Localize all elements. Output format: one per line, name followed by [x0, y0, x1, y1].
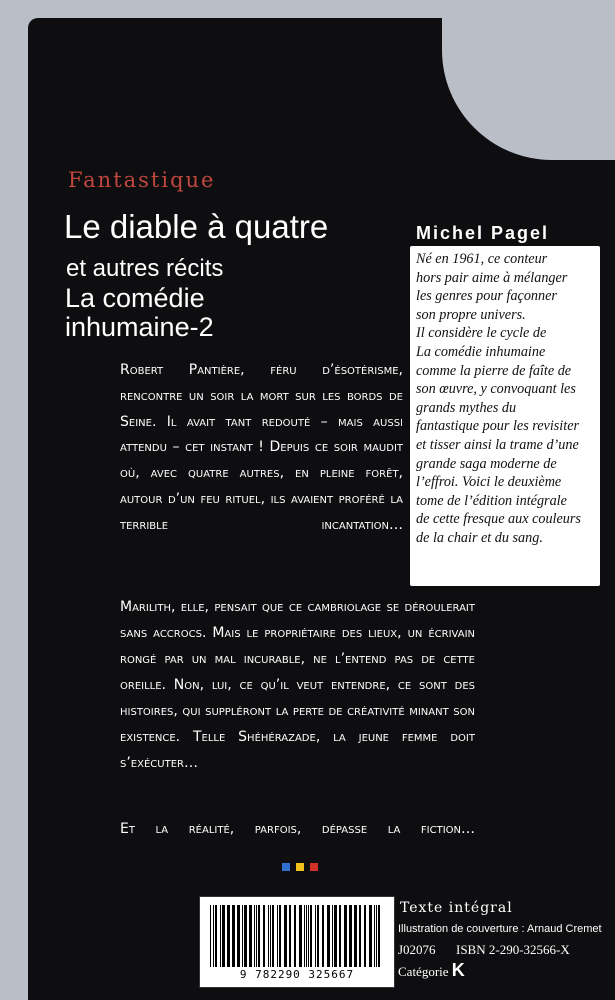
blurb-paragraph-3: Et la réalité, parfois, dépasse la fiction…	[120, 821, 475, 837]
barcode-bar	[227, 905, 230, 967]
barcode-bars	[210, 905, 384, 967]
barcode-bar	[349, 905, 352, 967]
category-label: Catégorie	[398, 964, 449, 979]
barcode-bar	[237, 905, 240, 967]
bio-line: hors pair aime à mélanger	[416, 269, 568, 286]
grey-corner-fill	[442, 0, 615, 40]
author-name: Michel Pagel	[416, 223, 550, 243]
barcode-bar	[222, 905, 225, 967]
barcode-bar	[354, 905, 357, 967]
bio-line: son propre univers.	[416, 306, 526, 323]
barcode-bar	[277, 905, 278, 967]
category	[398, 960, 465, 981]
barcode-bar	[268, 905, 269, 967]
barcode-bar	[254, 905, 255, 967]
barcode-bar	[215, 905, 217, 967]
series-title-line: inhumaine-2	[65, 312, 214, 342]
barcode-bar	[322, 905, 324, 967]
product-code: J02076	[398, 942, 436, 957]
book-title: Le diable à quatre	[64, 208, 329, 245]
barcode-bar	[258, 905, 260, 967]
barcode-bar	[232, 905, 235, 967]
isbn: ISBN 2-290-32566-X	[456, 942, 570, 957]
bio-line: Il considère le cycle de	[416, 325, 547, 342]
bio-line: l’effroi. Voici le deuxième	[416, 474, 562, 491]
barcode-bar	[308, 905, 309, 967]
barcode-bar	[344, 905, 347, 967]
barcode-bar	[279, 905, 281, 967]
book-codes	[398, 942, 608, 958]
color-dot	[310, 863, 318, 871]
barcode-bar	[339, 905, 341, 967]
category-value: K	[451, 960, 465, 980]
bio-line: de la chair et du sang.	[416, 529, 543, 546]
color-dot	[296, 863, 304, 871]
barcode-bar	[376, 905, 377, 967]
book-series-title	[65, 284, 365, 342]
barcode-bar	[263, 905, 265, 967]
blurb-paragraph-1: Robert Pantière, féru d’ésotérisme, rencontre un soir la mort sur les bords de Seine. Il avait tant redouté – mais aussi attendu – cet instant ! Depuis ce soir maudit où, avec quatre autres, en pleine forêt, autour d’un feu rituel, ils avaient proféré la terrible incantation…	[120, 362, 403, 533]
barcode-bar	[369, 905, 372, 967]
barcode-bar	[213, 905, 214, 967]
author-bio	[416, 250, 599, 548]
book-subtitle: et autres récits	[66, 255, 224, 282]
bio-line: La comédie inhumaine	[416, 343, 546, 360]
barcode-bar	[334, 905, 337, 967]
barcode-bar	[364, 905, 366, 967]
barcode-bar	[244, 905, 247, 967]
barcode-digits: 9 782290 325667	[239, 968, 355, 981]
barcode-bar	[270, 905, 271, 967]
barcode-bar	[294, 905, 296, 967]
bio-line: de cette fresque aux couleurs	[416, 511, 581, 528]
edition-label: Texte intégral	[400, 900, 513, 916]
barcode-bar	[359, 905, 361, 967]
color-dots	[282, 858, 324, 876]
barcode-bar	[378, 905, 380, 967]
barcode-bar	[315, 905, 316, 967]
barcode-bar	[289, 905, 291, 967]
bio-line: fantastique pour les revisiter	[416, 418, 580, 435]
bio-line: les genres pour façonner	[416, 288, 557, 305]
bio-line: comme la pierre de faîte de	[416, 362, 572, 379]
series-title-line: La comédie	[65, 283, 205, 313]
bio-line: grands mythes du	[416, 399, 517, 416]
barcode-bar	[272, 905, 274, 967]
bio-line: et tisser ainsi la trame d’une	[416, 436, 579, 453]
barcode-bar	[284, 905, 287, 967]
barcode-bar	[256, 905, 257, 967]
barcode-bar	[310, 905, 312, 967]
barcode-bar	[317, 905, 319, 967]
barcode-bar	[242, 905, 243, 967]
barcode-bar	[299, 905, 302, 967]
barcode-bar	[374, 905, 375, 967]
color-dot	[282, 863, 290, 871]
barcode-bar	[332, 905, 333, 967]
blurb-paragraph-2: Marilith, elle, pensait que ce cambriolage se déroulerait sans accrocs. Mais le propriétaire des lieux, un écrivain rongé par un mal incurable, ne l’entend pas de cette oreille. Non, lui, ce qu’il veut entendre, ce sont des histoires, qui suppléront la perte de créativité minant son existence. Telle Shéhérazade, la jeune femme doit s’exécuter…	[120, 599, 475, 771]
bio-line: Né en 1961, ce conteur	[416, 251, 548, 267]
barcode-bar	[220, 905, 221, 967]
barcode	[199, 896, 395, 988]
illustration-credit: Illustration de couverture : Arnaud Cremet	[398, 923, 602, 935]
barcode-bar	[306, 905, 307, 967]
bio-line: tome de l’édition intégrale	[416, 492, 567, 509]
barcode-bar	[327, 905, 330, 967]
barcode-bar	[249, 905, 252, 967]
series-label: Fantastique	[68, 168, 216, 192]
bio-line: grande saga moderne de	[416, 455, 557, 472]
barcode-bar	[210, 905, 211, 967]
bio-line: son œuvre, y convoquant les	[416, 381, 576, 398]
barcode-bar	[304, 905, 305, 967]
